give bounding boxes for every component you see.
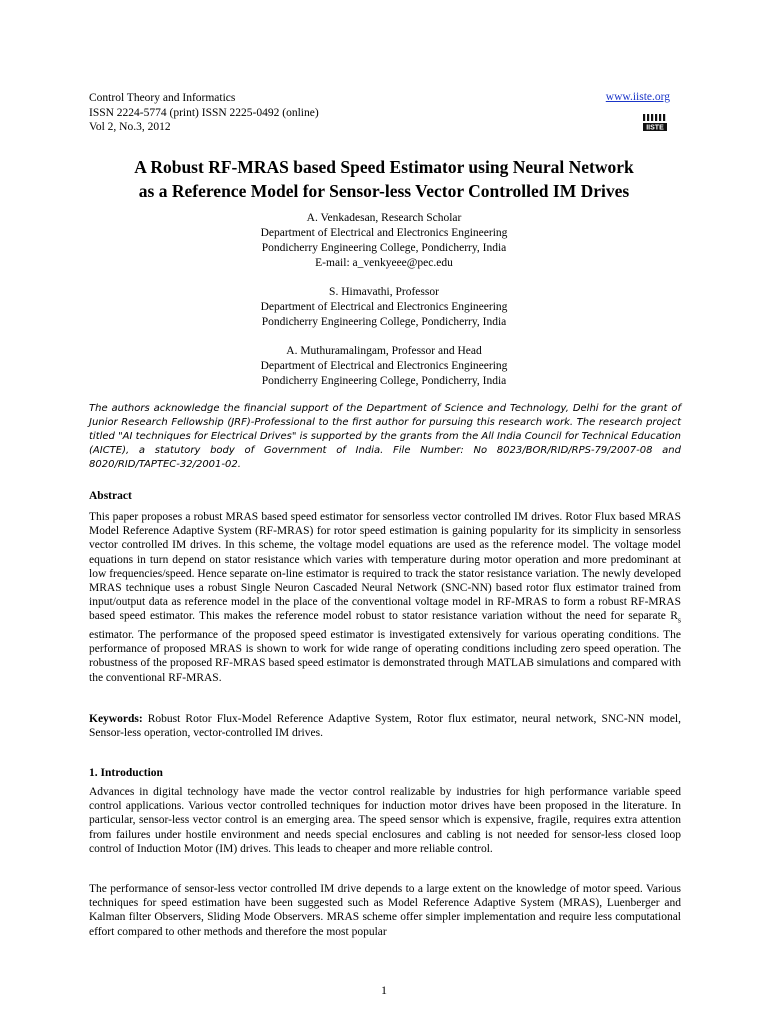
journal-name: Control Theory and Informatics <box>89 92 236 104</box>
abstract-text-part-1: This paper proposes a robust MRAS based speed estimator for sensorless vector controlled IM drives. Rotor Flux based MRAS Model Reference Adaptive System (RF-MRAS) for rotor speed estimation is gaining popularity for its simplicity in sensorless vector controlled IM drives. In this scheme, the voltage model equations are used as the reference model. The voltage model equations in turn depend on stator resistance which varies with temperature during motor operation and more predominant at low frequencies/speed. Hence separate on-line estimator is required to track the stator resistance variation. The newly developed MRAS technique uses a robust Single Neuron Cascaded Neural Network (SNC-NN) based rotor flux estimator trained from input/output data as reference model in the place of the conventional voltage model in RF-MRAS to form a robust RF-MRAS based speed estimator. This makes the reference model robust to stator resistance variation without the need for separate R <box>89 511 681 623</box>
paper-title <box>60 155 708 203</box>
abstract-text <box>89 510 681 685</box>
paper-title-line-2: as a Reference Model for Sensor-less Vector Controlled IM Drives <box>138 181 630 201</box>
introduction-paragraph-2: The performance of sensor-less vector controlled IM drive depends to a large extent on the knowledge of motor speed. Various techniques for speed estimation have been suggested such as Model Reference Adaptive System (MRAS), Luenberger and Kalman filter Observers, Sliding Mode Observers. MRAS scheme offer simpler implementation and require less computational effort compared to other methods and therefore the most popular <box>89 883 681 938</box>
author-name: S. Himavathi, Professor <box>329 286 439 298</box>
introduction-paragraph-1: Advances in digital technology have made the vector control realizable by industries for high performance variable speed control applications. Various vector controlled techniques for induction motor drives have been proposed in the literature. In particular, sensor-less vector control is an emerging area. The speed sensor which is expensive, fragile, requires extra attention from failures under hostile environment and needs special enclosures and cabling is not needed for sensor-less closed loop control of Induction Motor (IM) drives. This leads to cheaper and more reliable control. <box>89 786 681 855</box>
journal-header <box>89 91 671 139</box>
author-institution: Pondicherry Engineering College, Pondicherry, India <box>261 242 507 254</box>
paper-title-line-1: A Robust RF-MRAS based Speed Estimator using Neural Network <box>134 157 634 177</box>
author-name: A. Muthuramalingam, Professor and Head <box>286 345 482 357</box>
keywords-label: Keywords: <box>89 713 143 725</box>
abstract-text-part-2: estimator. The performance of the proposed speed estimator is investigated extensively for various operating conditions. The performance of proposed MRAS is shown to work for wide range of operating conditions including zero speed operation. The robustness of the proposed RF-MRAS based speed estimator is demonstrated through MATLAB simulations and compared with the conventional RF-MRAS. <box>89 628 681 684</box>
stator-resistance-subscript: s <box>677 615 681 625</box>
svg-text:IISTE: IISTE <box>646 124 664 132</box>
acknowledgement: The authors acknowledge the financial support of the Department of Science and Technology, Delhi for the grant of Junior Research Fellowship (JRF)-Professional to the first author for pursuing this research work. The research project titled "AI techniques for Electrical Drives" is supported by the grants from the All India Council for Technical Education (AICTE), a statutory body of Government of India. File Number: No 8023/BOR/RID/RPS-79/2007-08 and 8020/RID/TAPTEC-32/2001-02. <box>89 403 681 470</box>
journal-website-link[interactable]: www.iiste.org <box>605 91 670 103</box>
abstract-heading: Abstract <box>89 490 132 502</box>
author-email: E-mail: a_venkyeee@pec.edu <box>315 257 453 269</box>
author-department: Department of Electrical and Electronics Engineering <box>260 227 508 239</box>
author-block <box>150 285 618 330</box>
introduction-heading: 1. Introduction <box>89 767 163 779</box>
author-institution: Pondicherry Engineering College, Pondicherry, India <box>261 316 507 328</box>
author-name: A. Venkadesan, Research Scholar <box>306 212 462 224</box>
iiste-logo <box>641 111 669 133</box>
journal-info <box>89 91 671 135</box>
journal-issn: ISSN 2224-5774 (print) ISSN 2225-0492 (online) <box>89 106 319 119</box>
keywords <box>89 712 681 740</box>
journal-volume: Vol 2, No.3, 2012 <box>89 121 171 133</box>
page-number: 1 <box>381 983 387 997</box>
author-institution: Pondicherry Engineering College, Pondicherry, India <box>261 375 507 387</box>
author-department: Department of Electrical and Electronics Engineering <box>260 360 508 372</box>
author-department: Department of Electrical and Electronics Engineering <box>260 301 508 313</box>
keywords-text: Robust Rotor Flux-Model Reference Adaptive System, Rotor flux estimator, neural network, SNC-NN model, Sensor-less operation, vector-controlled IM drives. <box>89 713 681 740</box>
author-block <box>150 344 618 389</box>
author-block <box>150 211 618 271</box>
author-list <box>150 211 618 403</box>
